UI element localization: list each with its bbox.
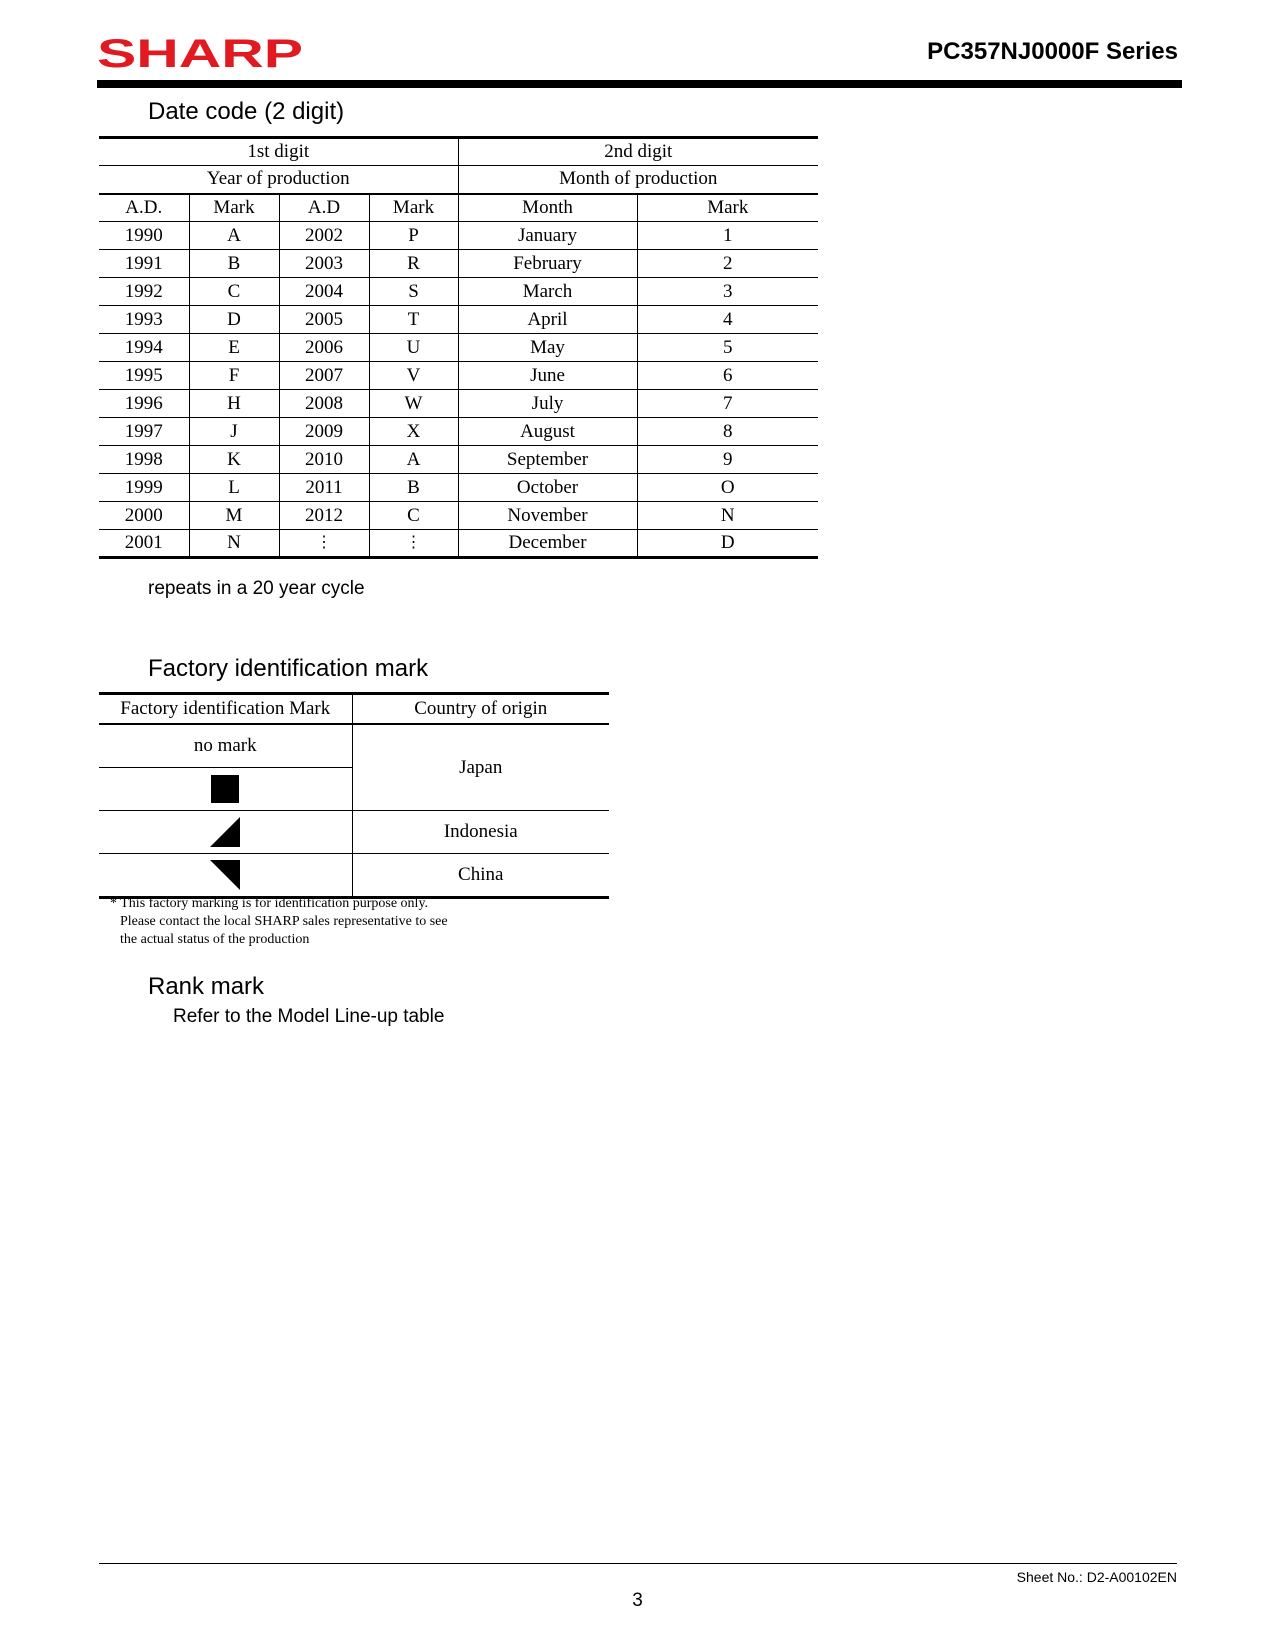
table-cell: 2009	[279, 418, 369, 446]
date-code-table	[99, 136, 818, 559]
table-row	[99, 446, 818, 474]
table-cell: 2004	[279, 278, 369, 306]
table-row	[99, 334, 818, 362]
factory-footnote	[110, 895, 448, 949]
footnote-line: Please contact the local SHARP sales representative to see	[120, 914, 448, 929]
table-cell: July	[458, 390, 637, 418]
table-cell: K	[189, 446, 279, 474]
country-indonesia: Indonesia	[352, 811, 609, 854]
table-cell: P	[369, 222, 458, 250]
table-cell: 1	[637, 222, 818, 250]
column-header: A.D	[279, 194, 369, 222]
table-cell: 3	[637, 278, 818, 306]
table-cell: 1996	[99, 390, 189, 418]
table-cell: 1990	[99, 222, 189, 250]
table-cell: 2012	[279, 502, 369, 530]
production-header-row	[99, 166, 818, 194]
page-number: 3	[632, 1590, 643, 1611]
table-cell: 7	[637, 390, 818, 418]
sheet-number: Sheet No.: D2-A00102EN	[1016, 1569, 1177, 1585]
factory-title: Factory identification mark	[148, 655, 429, 682]
table-cell: V	[369, 362, 458, 390]
table-row	[99, 278, 818, 306]
year-of-production-header: Year of production	[99, 166, 458, 194]
table-row	[99, 502, 818, 530]
column-header: Country of origin	[352, 694, 609, 725]
table-cell: 5	[637, 334, 818, 362]
table-cell: December	[458, 530, 637, 558]
month-of-production-header: Month of production	[458, 166, 818, 194]
table-cell: 2008	[279, 390, 369, 418]
table-row	[99, 390, 818, 418]
triangle-bottom-right-icon	[210, 817, 240, 847]
table-cell: October	[458, 474, 637, 502]
column-header: Mark	[189, 194, 279, 222]
table-cell: E	[189, 334, 279, 362]
cycle-note: repeats in a 20 year cycle	[148, 578, 365, 599]
column-header-row	[99, 194, 818, 222]
series-title: PC357NJ0000F Series	[927, 38, 1178, 65]
table-row	[99, 474, 818, 502]
country-china: China	[352, 854, 609, 898]
mark-cell	[99, 811, 352, 854]
table-row	[99, 250, 818, 278]
table-cell: W	[369, 390, 458, 418]
table-cell: F	[189, 362, 279, 390]
table-cell: D	[637, 530, 818, 558]
table-cell: September	[458, 446, 637, 474]
table-cell: L	[189, 474, 279, 502]
table-cell: 1999	[99, 474, 189, 502]
table-cell: January	[458, 222, 637, 250]
column-header: Factory identification Mark	[99, 694, 352, 725]
table-row	[99, 418, 818, 446]
table-cell: April	[458, 306, 637, 334]
table-cell: A	[189, 222, 279, 250]
country-japan: Japan	[352, 724, 609, 811]
table-cell: 2000	[99, 502, 189, 530]
table-cell: 2001	[124, 532, 163, 553]
table-cell: H	[189, 390, 279, 418]
table-cell: 1995	[99, 362, 189, 390]
digit-header-row	[99, 138, 818, 166]
sharp-logo	[97, 33, 307, 73]
table-cell: 1992	[99, 278, 189, 306]
column-header: Month	[458, 194, 637, 222]
rank-title: Rank mark	[148, 973, 265, 1000]
column-header: A.D.	[99, 194, 189, 222]
table-cell: 2003	[279, 250, 369, 278]
rank-note: Refer to the Model Line-up table	[173, 1006, 445, 1027]
table-row	[99, 306, 818, 334]
table-cell: 8	[637, 418, 818, 446]
table-row	[99, 222, 818, 250]
factory-header-row	[99, 694, 609, 725]
table-cell: 2002	[279, 222, 369, 250]
table-cell: C	[369, 502, 458, 530]
table-cell: 2	[637, 250, 818, 278]
table-cell: 2011	[279, 474, 369, 502]
table-cell: J	[189, 418, 279, 446]
table-cell: S	[369, 278, 458, 306]
table-cell: May	[458, 334, 637, 362]
table-cell: 1998	[99, 446, 189, 474]
table-cell: 2006	[279, 334, 369, 362]
triangle-top-right-icon	[210, 860, 240, 890]
table-row	[99, 811, 609, 854]
table-cell: A	[369, 446, 458, 474]
mark-cell	[99, 768, 352, 811]
table-cell: 2005	[279, 306, 369, 334]
table-cell: R	[369, 250, 458, 278]
table-cell: X	[369, 418, 458, 446]
table-cell: B	[369, 474, 458, 502]
table-cell: 1997	[99, 418, 189, 446]
table-cell: 1993	[99, 306, 189, 334]
table-row	[99, 362, 818, 390]
table-cell: June	[458, 362, 637, 390]
table-cell: 1994	[99, 334, 189, 362]
table-cell: U	[369, 334, 458, 362]
table-cell: M	[189, 502, 279, 530]
date-code-title: Date code (2 digit)	[148, 98, 345, 125]
table-cell: February	[458, 250, 637, 278]
header-rule	[97, 80, 1182, 88]
table-cell: 2007	[279, 362, 369, 390]
table-cell: August	[458, 418, 637, 446]
table-cell: March	[458, 278, 637, 306]
footnote-line: the actual status of the production	[120, 932, 310, 947]
table-cell: T	[369, 306, 458, 334]
no-mark-label: no mark	[99, 724, 352, 768]
table-row	[99, 724, 609, 768]
table-cell: B	[189, 250, 279, 278]
table-cell: N	[637, 502, 818, 530]
table-cell: O	[637, 474, 818, 502]
column-header: Mark	[637, 194, 818, 222]
second-digit-header: 2nd digit	[458, 138, 818, 166]
filled-square-icon	[211, 775, 239, 803]
table-cell: 1991	[99, 250, 189, 278]
vertical-ellipsis: ⋮	[369, 530, 458, 558]
table-cell: C	[189, 278, 279, 306]
table-cell: 6	[637, 362, 818, 390]
factory-table	[99, 692, 609, 899]
vertical-ellipsis: ⋮	[279, 530, 369, 558]
table-cell: N	[189, 530, 279, 558]
brand-logo-text: SHARP	[97, 33, 303, 73]
table-cell: 2010	[279, 446, 369, 474]
mark-cell	[99, 854, 352, 898]
table-cell: November	[458, 502, 637, 530]
footer-rule	[99, 1563, 1177, 1564]
table-row	[99, 530, 818, 558]
table-row	[99, 854, 609, 898]
column-header: Mark	[369, 194, 458, 222]
footnote-line: * This factory marking is for identification purpose only.	[110, 896, 429, 911]
table-cell: 9	[637, 446, 818, 474]
table-cell: 4	[637, 306, 818, 334]
table-cell: D	[189, 306, 279, 334]
first-digit-header: 1st digit	[99, 138, 458, 166]
